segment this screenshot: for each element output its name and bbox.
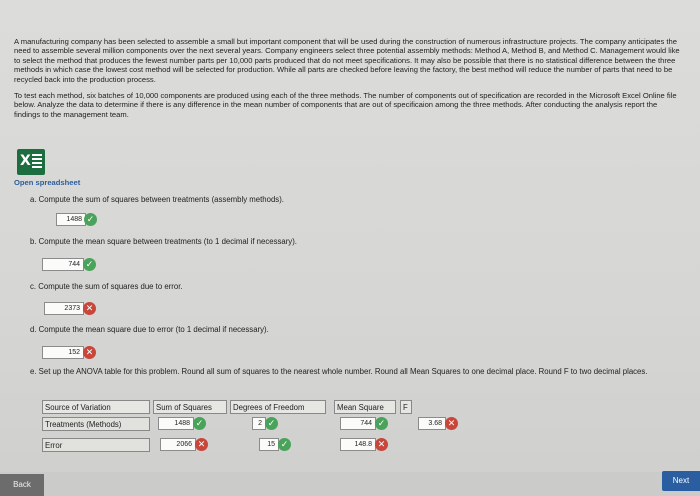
anova-header-ss: Sum of Squares [153,400,227,414]
incorrect-x-icon: ✕ [445,417,458,430]
problem-statement [14,37,682,119]
anova-treatments-ms-input[interactable]: 744 [340,417,376,430]
correct-check-icon: ✓ [83,258,96,271]
question-e: e. Set up the ANOVA table for this problem. Round all sum of squares to the nearest whole number. Round all Mean Squares to one decimal place. Round F to two decimal places. [30,367,648,376]
question-b: b. Compute the mean square between treatments (to 1 decimal if necessary). [30,237,297,246]
open-spreadsheet-link[interactable]: Open spreadsheet [14,178,81,187]
answer-b-input[interactable]: 744 [42,258,84,271]
footer-bar [0,472,700,496]
excel-grid-glyph [32,154,42,170]
anova-treatments-f-input[interactable]: 3.68 [418,417,446,430]
problem-paragraph-2: To test each method, six batches of 10,000 components are produced using each of the three methods. The number of components out of specification are recorded in the Microsoft Excel Online file below. Analyze the data to determine if there is any difference in the mean number of components that are out of specificaion among the three methods. After conducting the analysis report the findings to the management team. [14,91,677,119]
anova-header-df: Degrees of Freedom [230,400,326,414]
correct-check-icon: ✓ [265,417,278,430]
anova-row-error-label: Error [42,438,150,452]
answer-c-input[interactable]: 2373 [44,302,84,315]
anova-header-source: Source of Variation [42,400,150,414]
anova-header-ms: Mean Square [334,400,396,414]
next-button[interactable]: Next [662,471,700,491]
incorrect-x-icon: ✕ [83,346,96,359]
correct-check-icon: ✓ [193,417,206,430]
correct-check-icon: ✓ [84,213,97,226]
anova-treatments-ss-input[interactable]: 1488 [158,417,194,430]
correct-check-icon: ✓ [375,417,388,430]
anova-row-treatments-label: Treatments (Methods) [42,417,150,431]
excel-x-glyph: X [20,153,31,169]
anova-error-ss-input[interactable]: 2066 [160,438,196,451]
excel-icon[interactable] [17,149,45,175]
anova-error-df-input[interactable]: 15 [259,438,279,451]
anova-header-f: F [400,400,412,414]
incorrect-x-icon: ✕ [195,438,208,451]
back-button[interactable]: Back [0,474,44,496]
question-a: a. Compute the sum of squares between treatments (assembly methods). [30,195,284,204]
anova-treatments-df-input[interactable]: 2 [252,417,266,430]
anova-error-ms-input[interactable]: 148.8 [340,438,376,451]
incorrect-x-icon: ✕ [83,302,96,315]
answer-a-input[interactable]: 1488 [56,213,86,226]
answer-d-input[interactable]: 152 [42,346,84,359]
question-d: d. Compute the mean square due to error (to 1 decimal if necessary). [30,325,269,334]
problem-paragraph-1: A manufacturing company has been selected to assemble a small but important component that will be used during the construction of numerous infrastructure projects. The company anticipates the need to assemble several million components over the next several years. Company engineers select three potential assembly methods: Method A, Method B, and Method C. Management would like to select the method that produces the fewest number parts per 10,000 parts produced that do not meet specifications. It may also be possible that there is no statistical difference between the three methods in which case the lowest cost method will be selected for production. While all parts are checked before leaving the factory, the best method will reduce the number of parts that need to be recycled back into the production process. [14,37,680,84]
incorrect-x-icon: ✕ [375,438,388,451]
correct-check-icon: ✓ [278,438,291,451]
question-c: c. Compute the sum of squares due to error. [30,282,183,291]
